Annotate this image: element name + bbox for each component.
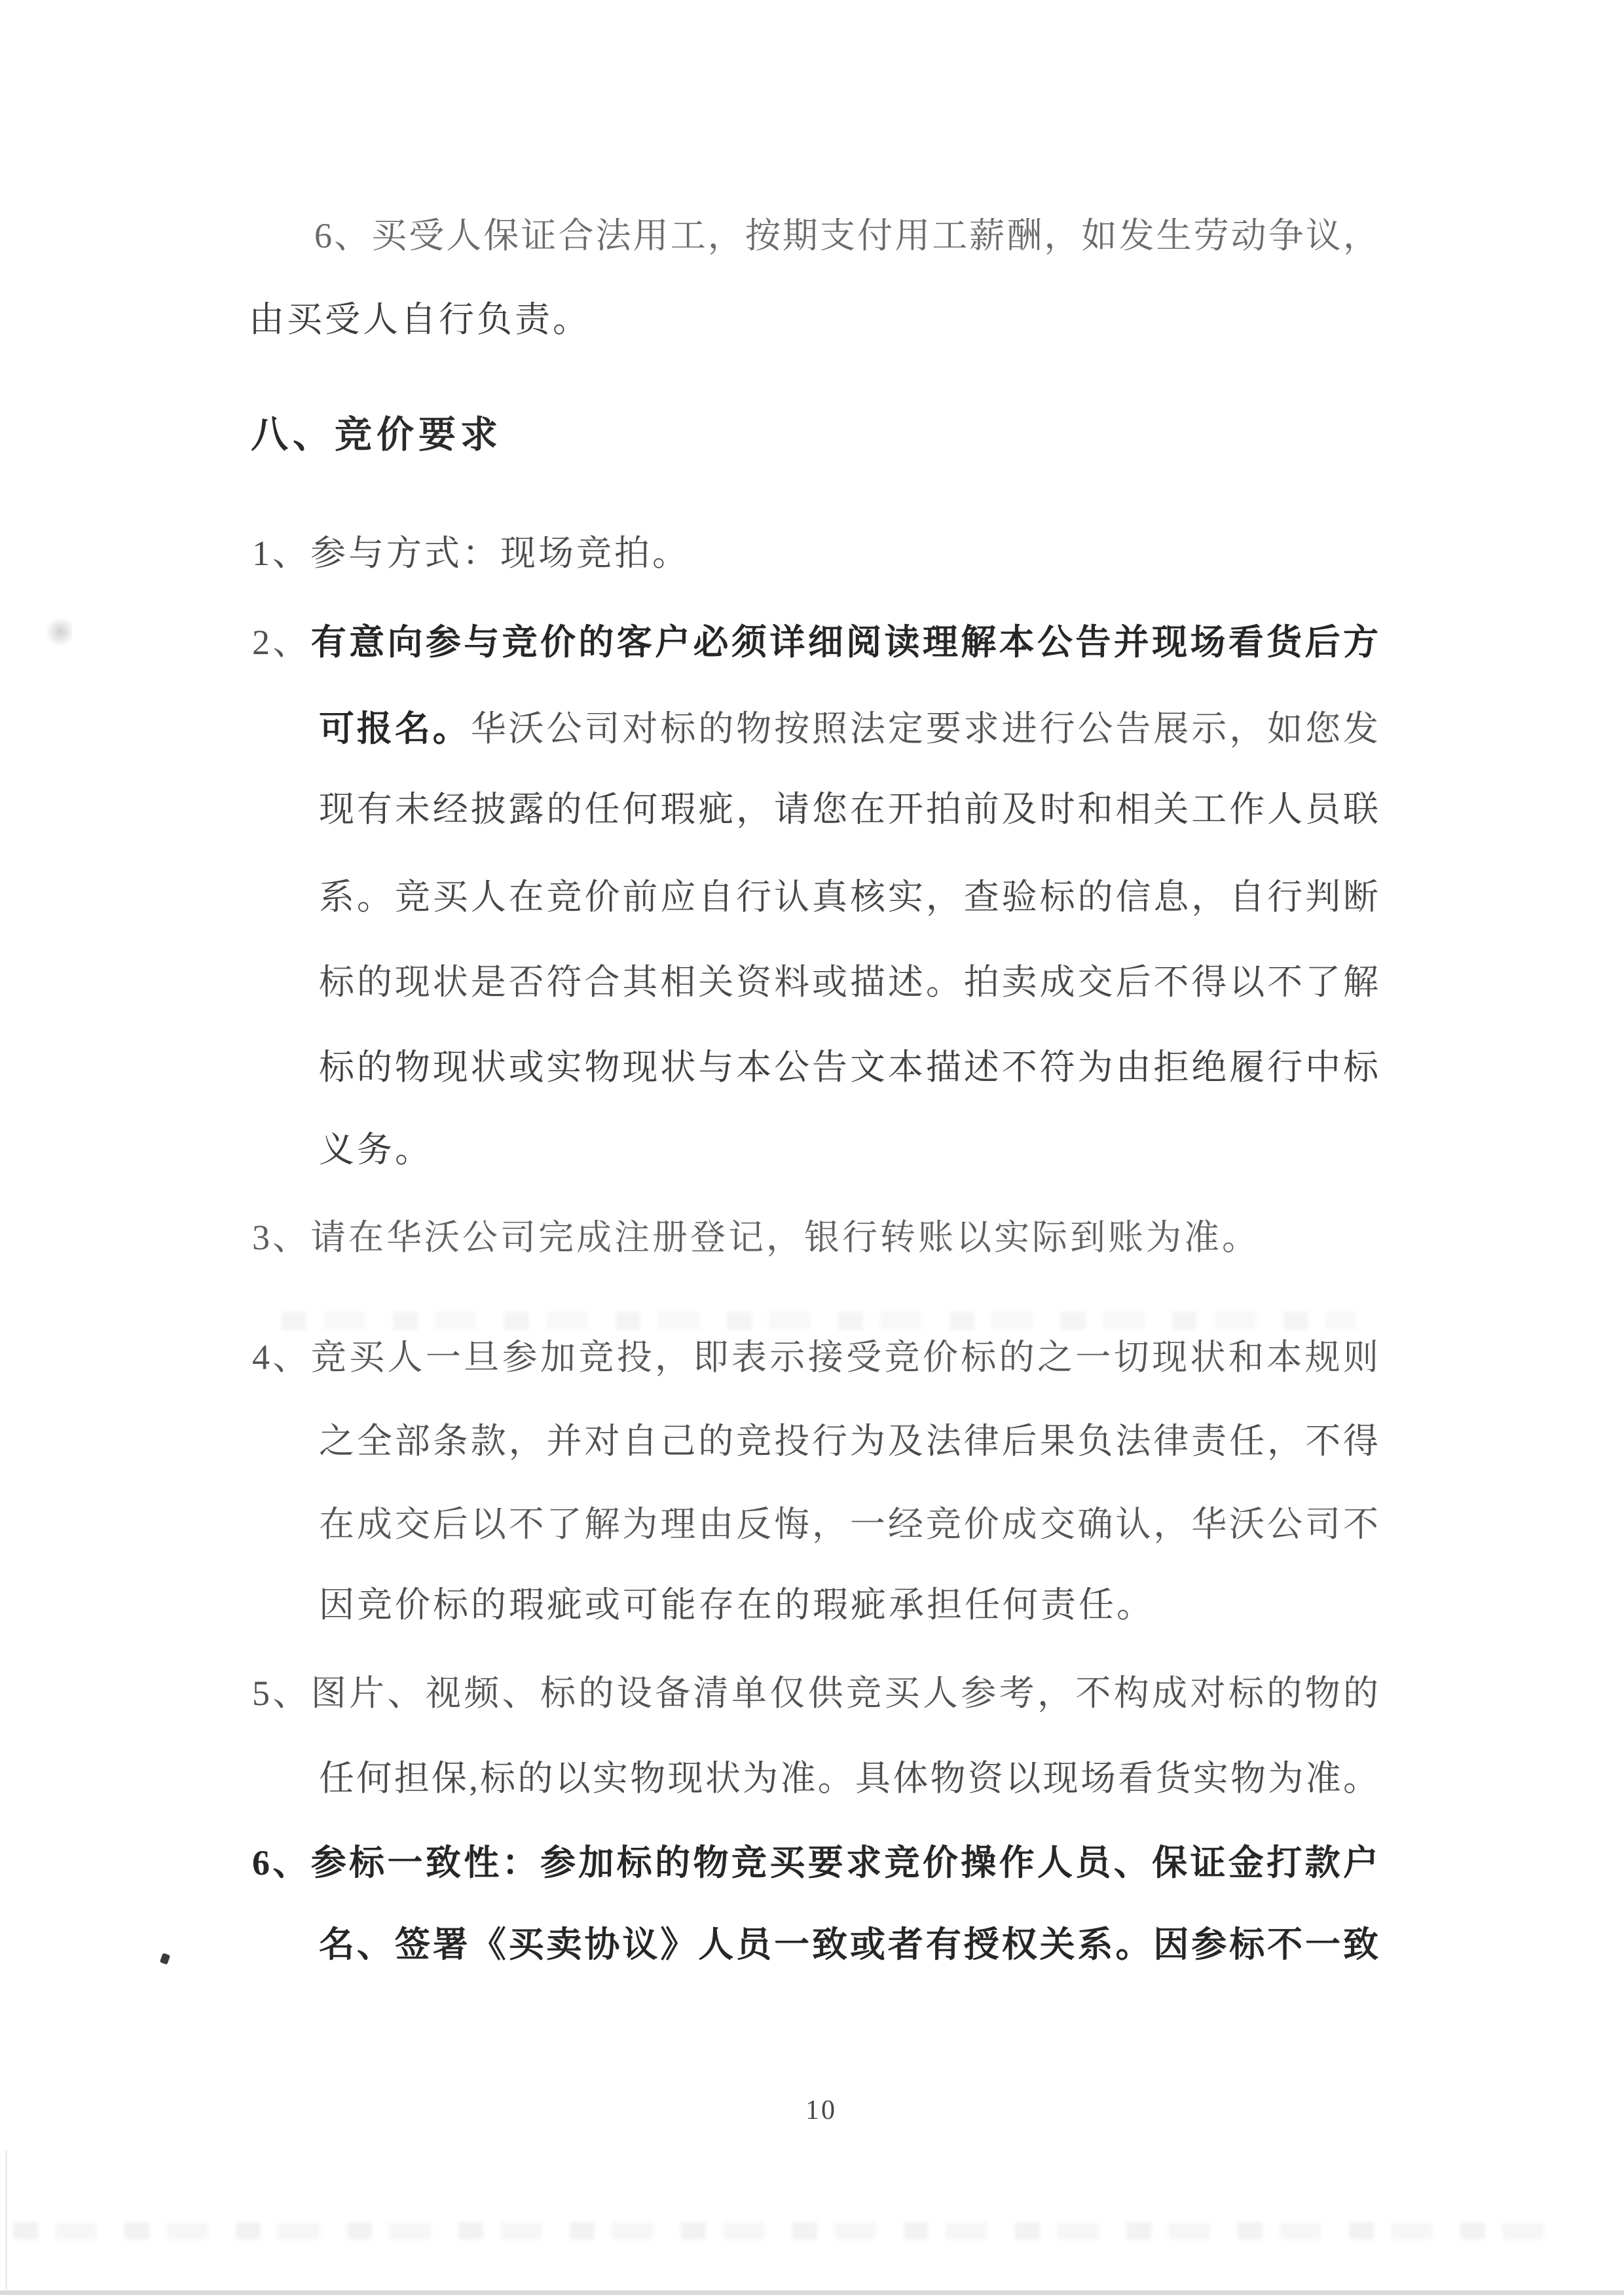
- item2-line1-bold: 有意向参与竞价的客户必须详细阅读理解本公告并现场看货后方: [310, 623, 1379, 662]
- section-heading: 八、竞价要求: [251, 414, 502, 456]
- scan-smudge-mark: [46, 619, 72, 648]
- scan-left-edge-line: [5, 2151, 7, 2295]
- item2-line4: 系。竞买人在竞价前应自行认真核实，查验标的信息，自行判断: [319, 877, 1378, 917]
- scan-ink-speck: [160, 1953, 170, 1964]
- item2-line2-bold: 可报名。: [319, 709, 471, 748]
- item5-line2: 任何担保,标的以实物现状为准。具体物资以现场看货实物为准。: [319, 1759, 1378, 1798]
- item2-line2-rest: 华沃公司对标的物按照法定要求进行公告展示，如您发: [470, 709, 1379, 748]
- item1-line1: 1、参与方式：现场竞拍。: [252, 534, 690, 573]
- page-number: 10: [805, 2095, 837, 2125]
- item5-line1: 5、图片、视频、标的设备清单仅供竞买人参考，不构成对标的物的: [252, 1674, 1378, 1713]
- item3-line1: 3、请在华沃公司完成注册登记，银行转账以实际到账为准。: [252, 1218, 1260, 1257]
- scan-bleedthrough-row: [282, 1312, 1356, 1330]
- clause6-line2: 由买受人自行负责。: [249, 300, 591, 339]
- item6-number: 6、: [252, 1843, 311, 1882]
- item4-line2: 之全部条款，并对自己的竞投行为及法律后果负法律责任，不得: [319, 1422, 1378, 1461]
- item2-line5: 标的现状是否符合其相关资料或描述。拍卖成交后不得以不了解: [319, 963, 1378, 1002]
- item2-line7: 义务。: [319, 1130, 433, 1169]
- item4-line3: 在成交后以不了解为理由反悔，一经竞价成交确认，华沃公司不: [319, 1505, 1378, 1544]
- item2-number: 2、: [252, 623, 311, 662]
- scan-bleedthrough-bottom: [13, 2222, 1565, 2239]
- item2-line3: 现有未经披露的任何瑕疵，请您在开拍前及时和相关工作人员联: [319, 790, 1378, 829]
- item2-line2: [319, 709, 1378, 748]
- item4-line1: 4、竞买人一旦参加竞投，即表示接受竞价标的之一切现状和本规则: [252, 1338, 1378, 1377]
- item6-line1: [252, 1843, 1378, 1882]
- item4-line4: 因竞价标的瑕疵或可能存在的瑕疵承担任何责任。: [319, 1585, 1154, 1625]
- clause6-line1: 6、买受人保证合法用工，按期支付用工薪酬，如发生劳动争议，: [314, 216, 1378, 255]
- item6-line1-bold: 参标一致性：参加标的物竞买要求竞价操作人员、保证金打款户: [310, 1843, 1379, 1882]
- item2-line1: [252, 623, 1378, 662]
- item6-line2: 名、签署《买卖协议》人员一致或者有授权关系。因参标不一致: [319, 1925, 1378, 1964]
- scan-bottom-edge: [0, 2290, 1624, 2295]
- item2-line6: 标的物现状或实物现状与本公告文本描述不符为由拒绝履行中标: [319, 1048, 1378, 1087]
